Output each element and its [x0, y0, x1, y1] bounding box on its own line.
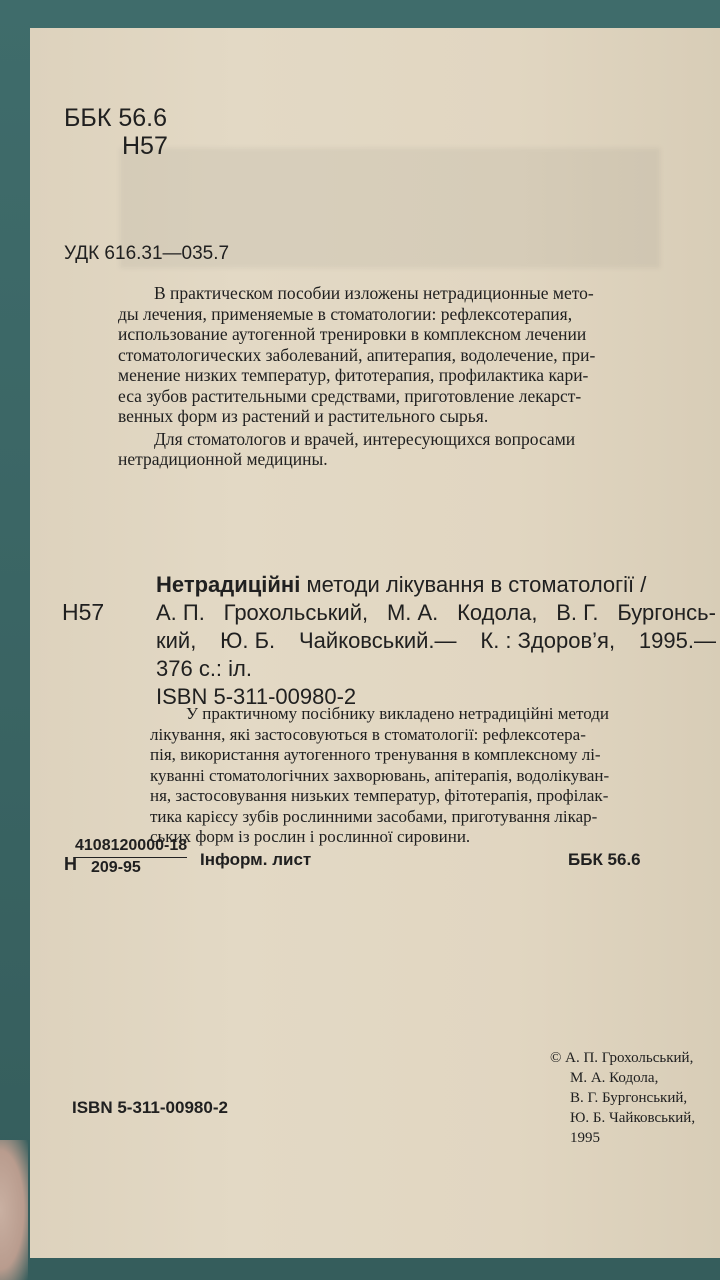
author-word: Чайковський.— [299, 628, 457, 653]
audience-line: Для стоматологов и врачей, интересующихся вопросами [154, 428, 576, 449]
copyright-line: В. Г. Бургонський, [570, 1090, 688, 1106]
author-word: В. Г. [556, 600, 599, 625]
annotation-line: стоматологических заболеваний, апитерапия, водолечение, при- [118, 344, 596, 365]
catalog-title-bold: Нетрадиційні [156, 572, 301, 597]
udk-code: УДК 616.31—035.7 [64, 243, 230, 264]
annotation-line: ських форм із рослин і рослинної сировини. [150, 827, 471, 846]
author-word: Грохольський, [223, 600, 369, 625]
annotation-line: У практичному посібнику викладено нетрадиційні методи [186, 704, 610, 723]
annotation-line: тика карієсу зубів рослинними засобами, приготування лікар- [150, 806, 598, 826]
annotation-line: куванні стоматологічних захворювань, апітерапія, водолікуван- [150, 765, 610, 785]
author-word: К. : Здоров’я, [480, 628, 616, 653]
catalog-entry [156, 571, 716, 711]
annotation-line: ды лечения, применяемые в стоматологии: рефлексотерапия, [118, 303, 573, 324]
annotation-line: венных форм из растений и растительного сырья. [118, 406, 489, 426]
author-word: Ю. Б. [220, 628, 276, 653]
author-word: кий, [156, 628, 197, 653]
annotation-line: еса зубов растительными средствами, приготовление лекарст- [118, 385, 582, 406]
author-word: М. А. [386, 600, 439, 625]
index-letter: Н [64, 854, 77, 874]
annotation-line: лікування, які застосовуються в стоматології: рефлексотера- [150, 724, 586, 744]
catalog-title-line [156, 571, 716, 599]
copyright-line: Ю. Б. Чайковський, [570, 1110, 696, 1126]
audience-line: нетрадиционной медицины. [118, 449, 328, 469]
bbk-footer: ББК 56.6 [568, 850, 641, 869]
author-mark: Н57 [122, 132, 168, 160]
catalog-authors-line-2 [156, 627, 716, 655]
catalog-authors-line-1 [156, 599, 716, 627]
annotation-line: менение низких температур, фитотерапия, профилактика кари- [118, 365, 589, 385]
author-word: 1995.— [638, 628, 716, 653]
book-page [30, 28, 720, 1258]
catalog-extent: 376 с.: іл. [156, 656, 252, 681]
copyright-line: М. А. Кодола, [570, 1070, 659, 1086]
author-word: Кодола, [457, 600, 538, 625]
copyright-line: © А. П. Грохольський, [550, 1050, 694, 1066]
copyright-line: 1995 [570, 1130, 600, 1146]
inform-note: Інформ. лист [200, 850, 312, 869]
isbn-footer: ISBN 5-311-00980-2 [72, 1098, 228, 1117]
author-word: А. П. [156, 600, 205, 625]
bbk-code: ББК 56.6 [64, 104, 167, 132]
annotation-line: пія, використання аутогенного тренування в комплексному лі- [150, 745, 601, 764]
annotation-line: ня, застосовування низьких температур, фітотерапія, профілак- [150, 786, 609, 805]
publishing-index [75, 836, 187, 878]
annotation-line: использование аутогенной тренировки в комплексном лечении [118, 324, 587, 344]
index-numerator: 4108120000-18 [75, 836, 187, 858]
author-word: Бургонсь- [617, 600, 716, 625]
annotation-ukrainian [150, 704, 609, 848]
catalog-isbn: ISBN 5-311-00980-2 [156, 684, 357, 709]
thumb [0, 1140, 28, 1280]
index-denominator: 209-95 [91, 859, 141, 876]
catalog-title-rest: методи лікування в стоматології / [300, 572, 647, 597]
copyright-block [550, 1048, 695, 1148]
catalog-mark: Н57 [62, 599, 105, 625]
annotation-russian [118, 283, 595, 470]
annotation-line: В практическом пособии изложены нетрадиционные мето- [154, 283, 594, 303]
